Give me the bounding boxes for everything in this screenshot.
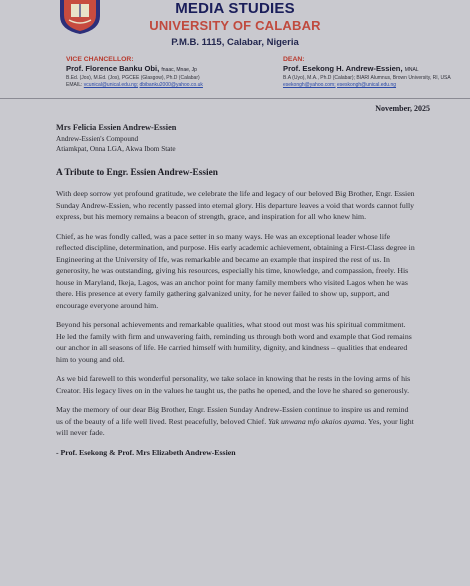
- recipient-line-1: Andrew-Essien's Compound: [56, 134, 139, 143]
- dean-qualifications: B.A (Uyo), M.A., Ph.D (Calabar); BIARI Alumnus, Brown University, RI, USA: [283, 75, 451, 81]
- recipient-address: [56, 123, 176, 155]
- paragraph: Beyond his personal achievements and remarkable qualities, what stood out most was his spiritual commitment. He led the family with firm and unwavering faith, reminding us through both word and example that God remains our anchor in all seasons of life. He carried himself with humility, dignity, and kindness – qualities that endeared him to young and old.: [56, 320, 412, 364]
- vc-role-label: VICE CHANCELLOR:: [66, 56, 134, 63]
- vc-email-link-1[interactable]: vcunical@unical.edu.ng;: [83, 81, 139, 88]
- vc-email-link-2[interactable]: dbibanku2000@yahoo.co.uk: [139, 81, 203, 88]
- dean-email-link-1[interactable]: esekongh@yahoo.com;: [283, 81, 336, 88]
- dean-block: [283, 55, 453, 88]
- university-address: P.M.B. 1115, Calabar, Nigeria: [171, 37, 299, 48]
- dean-email-link-2[interactable]: eseskongh@unical.edu.ng: [337, 81, 397, 88]
- vc-email-line: EMAIL: vcunical@unical.edu.ng; dbibanku2000@yahoo.co.uk: [66, 81, 203, 88]
- closing-paragraph: May the memory of our dear Big Brother, Engr. Essien Sunday Andrew-Essien continue to inspire us and remind us of the beauty of a life well lived. Rest peacefully, beloved Chief. Yak unwana mfo akaios ayama. Yes, your light will never fade.: [56, 405, 414, 437]
- dean-role-label: DEAN:: [283, 56, 305, 63]
- letter-date: November, 2025: [375, 104, 430, 113]
- paragraph: Chief, as he was fondly called, was a pace setter in so many ways. He was an exceptional leader whose life reflected discipline, determination, and purpose. His early academic achievement, obtaining a First-Class degree in Engineering at the University of Ife, was remarkable and became an example that inspired the rest of us. In generosity, he was outstanding, giving his resources, especially his time, knowledge, and compassion, freely. His house in Maryland, Ikeja, Lagos, was an anchor point for many family members who visited Lagos when he was there. His presence at every family gathering galvanized unity, for he never failed to show up, support, and encourage everyone around him.: [56, 231, 415, 310]
- dean-name: Prof. Esekong H. Andrew-Essien, MNAL: [283, 64, 419, 73]
- department-title: MEDIA STUDIES: [175, 0, 295, 17]
- vc-name: Prof. Florence Banku Obi, fnaac, Mnae, Jp: [66, 64, 197, 73]
- recipient-line-2: Atiamkpat, Onna LGA, Akwa Ibom State: [56, 145, 176, 153]
- dean-email-line: [283, 82, 453, 89]
- letter-subject: A Tribute to Engr. Essien Andrew-Essien: [56, 168, 218, 178]
- recipient-name: Mrs Felicia Essien Andrew-Essien: [56, 123, 177, 132]
- paragraph: With deep sorrow yet profound gratitude, we celebrate the life and legacy of our beloved Big Brother, Engr. Essien Sunday Andrew-Essien, who recently passed into eternal glory. His departure leaves a void that words cannot fully express, but his memory remains a beacon of strength, grace, and inspiration for all who knew him.: [56, 189, 415, 221]
- letter-body: [56, 188, 416, 466]
- header-divider: [0, 98, 470, 99]
- paragraph: As we bid farewell to this wonderful personality, we take solace in knowing that he rests in the loving arms of his Creator. His legacy lives on in the values he taught us, the paths he opened, and the love he shared so generously.: [56, 374, 411, 395]
- signature: - Prof. Esekong & Prof. Mrs Elizabeth Andrew-Essien: [56, 447, 236, 457]
- university-name: UNIVERSITY OF CALABAR: [149, 18, 321, 33]
- vc-qualifications: B.Ed. (Jos), M.Ed. (Jos), PGCEE (Glasgow), Ph.D (Calabar): [66, 75, 200, 81]
- vice-chancellor-block: [66, 55, 266, 88]
